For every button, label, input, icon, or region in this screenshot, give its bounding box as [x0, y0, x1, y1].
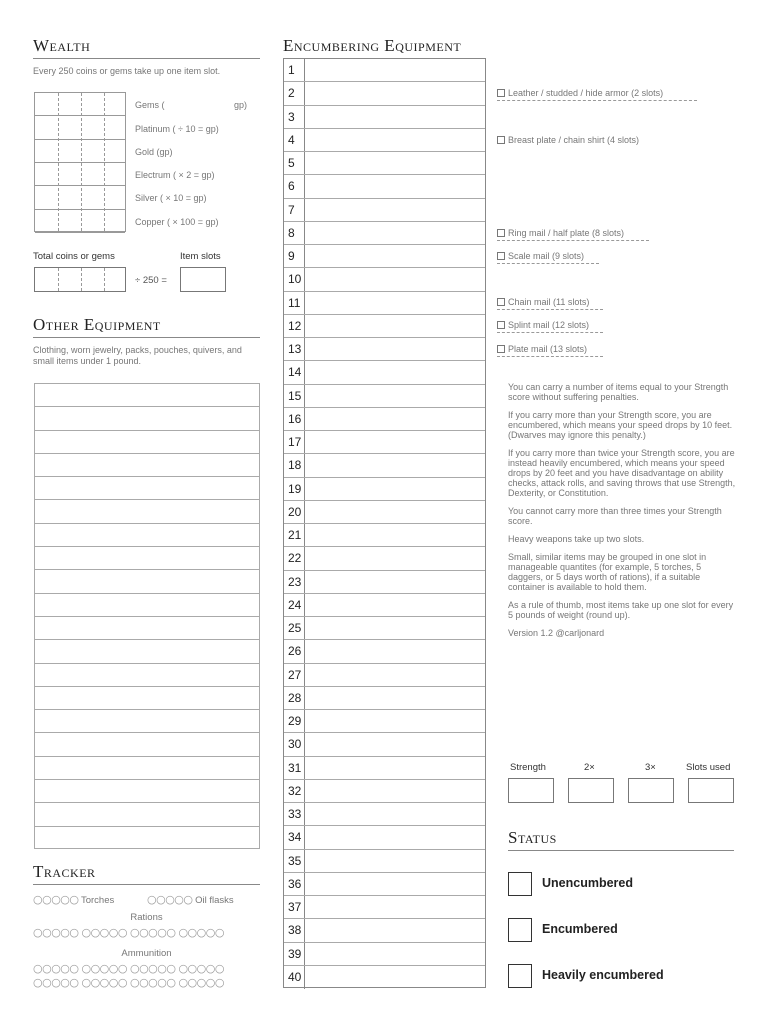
- row-number: 12: [284, 315, 305, 337]
- status-heading: Status: [508, 828, 734, 851]
- checkbox[interactable]: [497, 345, 505, 353]
- table-row[interactable]: [284, 59, 485, 82]
- row-number: 20: [284, 501, 305, 523]
- table-row[interactable]: [284, 338, 485, 361]
- heavily-encumbered-checkbox[interactable]: [508, 964, 532, 988]
- table-row[interactable]: [284, 454, 485, 477]
- armor-leather[interactable]: Leather / studded / hide armor (2 slots): [497, 88, 697, 101]
- item-cell[interactable]: [305, 82, 485, 104]
- total-coins-field[interactable]: [34, 267, 126, 292]
- item-cell[interactable]: [305, 966, 485, 989]
- armor-chain-mail[interactable]: Chain mail (11 slots): [497, 297, 603, 310]
- table-row[interactable]: [284, 943, 485, 966]
- item-cell[interactable]: [305, 385, 485, 407]
- slots-used-field[interactable]: [688, 778, 734, 803]
- coin-row-copper[interactable]: [35, 210, 125, 233]
- row-number: 31: [284, 757, 305, 779]
- table-row[interactable]: [284, 292, 485, 315]
- table-row[interactable]: [284, 617, 485, 640]
- row-number: 23: [284, 571, 305, 593]
- item-cell[interactable]: [305, 245, 485, 267]
- row-number: 33: [284, 803, 305, 825]
- table-row[interactable]: [284, 919, 485, 942]
- note: You cannot carry more than three times your Strength score.: [508, 506, 722, 526]
- oil-tracker[interactable]: [147, 893, 234, 906]
- item-cell[interactable]: [305, 292, 485, 314]
- item-cell[interactable]: [305, 943, 485, 965]
- item-cell[interactable]: [305, 268, 485, 290]
- row-number: 24: [284, 594, 305, 616]
- item-cell[interactable]: [305, 175, 485, 197]
- checkbox[interactable]: [497, 229, 505, 237]
- row-number: 7: [284, 199, 305, 221]
- coin-label-platinum: Platinum ( ÷ 10 = gp): [135, 124, 219, 134]
- item-cell[interactable]: [305, 129, 485, 151]
- item-slots-field[interactable]: [180, 267, 226, 292]
- checkbox[interactable]: [497, 321, 505, 329]
- row-number: 36: [284, 873, 305, 895]
- coin-row-platinum[interactable]: [35, 116, 125, 139]
- table-row[interactable]: [284, 245, 485, 268]
- item-cell[interactable]: [305, 757, 485, 779]
- row-number: 27: [284, 664, 305, 686]
- item-cell[interactable]: [305, 919, 485, 941]
- table-row[interactable]: [284, 315, 485, 338]
- item-cell[interactable]: [305, 361, 485, 383]
- row-number: 9: [284, 245, 305, 267]
- item-cell[interactable]: [305, 850, 485, 872]
- row-number: 1: [284, 59, 305, 81]
- list-item[interactable]: [35, 407, 259, 430]
- note: If you carry more than your Strength score, you are encumbered, which means your speed drops by 10 feet. (Dwarves may ignore this penalty.): [508, 410, 733, 440]
- triple-label: 3×: [645, 762, 656, 773]
- table-row[interactable]: [284, 175, 485, 198]
- table-row[interactable]: [284, 594, 485, 617]
- note: As a rule of thumb, most items take up one slot for every 5 pounds of weight (round up).: [508, 600, 734, 620]
- table-row[interactable]: [284, 222, 485, 245]
- coin-label-copper: Copper ( × 100 = gp): [135, 217, 219, 227]
- item-cell[interactable]: [305, 59, 485, 81]
- other-equipment-subtitle: Clothing, worn jewelry, packs, pouches, quivers, and small items under 1 pound.: [33, 345, 242, 366]
- item-cell[interactable]: [305, 454, 485, 476]
- item-cell[interactable]: [305, 408, 485, 430]
- oil-circles[interactable]: ○○○○○: [147, 893, 193, 906]
- item-cell[interactable]: [305, 547, 485, 569]
- item-cell[interactable]: [305, 594, 485, 616]
- item-cell[interactable]: [305, 780, 485, 802]
- item-cell[interactable]: [305, 524, 485, 546]
- row-number: 25: [284, 617, 305, 639]
- row-number: 5: [284, 152, 305, 174]
- table-row[interactable]: [284, 640, 485, 663]
- table-row[interactable]: [284, 385, 485, 408]
- oil-label: Oil flasks: [195, 895, 234, 906]
- checkbox[interactable]: [497, 89, 505, 97]
- table-row[interactable]: [284, 896, 485, 919]
- item-cell[interactable]: [305, 617, 485, 639]
- note: If you carry more than twice your Strength score, you are instead heavily encumbered, which means your speed drops by 20 feet and you have disadvantage on ability checks, attack rolls, and saving throws that use Strength, Dexterity, or Constitution.: [508, 448, 736, 498]
- list-item[interactable]: [35, 687, 259, 710]
- encumbered-checkbox[interactable]: [508, 918, 532, 942]
- list-item[interactable]: [35, 827, 259, 850]
- armor-scale-mail[interactable]: Scale mail (9 slots): [497, 251, 599, 264]
- checkbox[interactable]: [497, 298, 505, 306]
- item-cell[interactable]: [305, 664, 485, 686]
- table-row[interactable]: [284, 361, 485, 384]
- coin-row-gems[interactable]: [35, 93, 125, 116]
- item-cell[interactable]: [305, 733, 485, 755]
- item-cell[interactable]: [305, 826, 485, 848]
- tracker-heading: Tracker: [33, 862, 260, 885]
- table-row[interactable]: [284, 524, 485, 547]
- unencumbered-label: Unencumbered: [542, 876, 633, 890]
- table-row[interactable]: [284, 268, 485, 291]
- table-row[interactable]: [284, 199, 485, 222]
- list-item[interactable]: [35, 710, 259, 733]
- row-number: 17: [284, 431, 305, 453]
- ammunition-label: Ammunition: [121, 948, 172, 959]
- encumbered-label: Encumbered: [542, 922, 618, 936]
- row-number: 35: [284, 850, 305, 872]
- version-note: Version 1.2 @carljonard: [508, 628, 605, 638]
- coin-row-gold[interactable]: [35, 140, 125, 163]
- list-item[interactable]: [35, 431, 259, 454]
- row-number: 37: [284, 896, 305, 918]
- triple-strength-field[interactable]: [628, 778, 674, 803]
- row-number: 15: [284, 385, 305, 407]
- checkbox[interactable]: [497, 136, 505, 144]
- row-number: 13: [284, 338, 305, 360]
- list-item[interactable]: [35, 477, 259, 500]
- row-number: 29: [284, 710, 305, 732]
- item-cell[interactable]: [305, 501, 485, 523]
- list-item[interactable]: [35, 803, 259, 826]
- list-item[interactable]: [35, 617, 259, 640]
- unencumbered-checkbox[interactable]: [508, 872, 532, 896]
- table-row[interactable]: [284, 966, 485, 989]
- coin-label-gold: Gold (gp): [135, 147, 173, 157]
- list-item[interactable]: [35, 640, 259, 663]
- list-item[interactable]: [35, 780, 259, 803]
- row-number: 34: [284, 826, 305, 848]
- row-number: 6: [284, 175, 305, 197]
- table-row[interactable]: [284, 129, 485, 152]
- table-row[interactable]: [284, 733, 485, 756]
- other-equipment-heading: Other Equipment: [33, 315, 260, 338]
- row-number: 10: [284, 268, 305, 290]
- list-item[interactable]: [35, 384, 259, 407]
- coin-label-silver: Silver ( × 10 = gp): [135, 193, 207, 203]
- item-cell[interactable]: [305, 431, 485, 453]
- table-row[interactable]: [284, 478, 485, 501]
- item-cell[interactable]: [305, 199, 485, 221]
- table-row[interactable]: [284, 803, 485, 826]
- row-number: 28: [284, 687, 305, 709]
- table-row[interactable]: [284, 826, 485, 849]
- table-row[interactable]: [284, 687, 485, 710]
- list-item[interactable]: [35, 733, 259, 756]
- note: Small, similar items may be grouped in one slot in manageable quantites (for example, 5 torches, 5 daggers, or 5 days worth of rations), if a suitable container is available to hold them.: [508, 552, 707, 592]
- ammunition-circles-row-1[interactable]: ○○○○○ ○○○○○ ○○○○○ ○○○○○: [33, 962, 224, 975]
- table-row[interactable]: [284, 82, 485, 105]
- strength-label: Strength: [510, 762, 546, 773]
- wealth-heading: Wealth: [33, 36, 260, 59]
- row-number: 32: [284, 780, 305, 802]
- row-number: 39: [284, 943, 305, 965]
- row-number: 26: [284, 640, 305, 662]
- item-cell[interactable]: [305, 896, 485, 918]
- item-cell[interactable]: [305, 222, 485, 244]
- item-slots-label: Item slots: [180, 251, 221, 262]
- armor-splint-mail[interactable]: Splint mail (12 slots): [497, 320, 603, 333]
- coin-row-electrum[interactable]: [35, 163, 125, 186]
- table-row[interactable]: [284, 780, 485, 803]
- row-number: 3: [284, 106, 305, 128]
- item-cell[interactable]: [305, 478, 485, 500]
- table-row[interactable]: [284, 408, 485, 431]
- torches-label: Torches: [80, 895, 115, 906]
- rations-circles[interactable]: ○○○○○ ○○○○○ ○○○○○ ○○○○○: [33, 926, 224, 939]
- table-row[interactable]: [284, 152, 485, 175]
- rations-label: Rations: [130, 912, 163, 923]
- list-item[interactable]: [35, 570, 259, 593]
- list-item[interactable]: [35, 594, 259, 617]
- item-cell[interactable]: [305, 315, 485, 337]
- row-number: 38: [284, 919, 305, 941]
- table-row[interactable]: [284, 664, 485, 687]
- armor-breast-plate[interactable]: Breast plate / chain shirt (4 slots): [497, 135, 697, 147]
- row-number: 16: [284, 408, 305, 430]
- encumbering-table: [283, 58, 486, 988]
- row-number: 11: [284, 292, 305, 314]
- table-row[interactable]: [284, 501, 485, 524]
- other-equipment-list: [34, 383, 260, 849]
- coin-row-silver[interactable]: [35, 186, 125, 209]
- rules-notes: [508, 382, 736, 646]
- total-coins-label: Total coins or gems: [33, 251, 115, 262]
- item-cell[interactable]: [305, 152, 485, 174]
- item-cell[interactable]: [305, 873, 485, 895]
- item-cell[interactable]: [305, 338, 485, 360]
- item-cell[interactable]: [305, 710, 485, 732]
- table-row[interactable]: [284, 547, 485, 570]
- row-number: 21: [284, 524, 305, 546]
- list-item[interactable]: [35, 547, 259, 570]
- row-number: 30: [284, 733, 305, 755]
- item-cell[interactable]: [305, 106, 485, 128]
- coin-label-electrum: Electrum ( × 2 = gp): [135, 170, 215, 180]
- row-number: 2: [284, 82, 305, 104]
- note: Heavy weapons take up two slots.: [508, 534, 645, 544]
- item-cell[interactable]: [305, 687, 485, 709]
- divide-text: ÷ 250 =: [135, 275, 167, 286]
- table-row[interactable]: [284, 106, 485, 129]
- row-number: 19: [284, 478, 305, 500]
- row-number: 18: [284, 454, 305, 476]
- list-item[interactable]: [35, 524, 259, 547]
- heavily-encumbered-label: Heavily encumbered: [542, 968, 664, 982]
- list-item[interactable]: [35, 454, 259, 477]
- row-number: 8: [284, 222, 305, 244]
- table-row[interactable]: [284, 710, 485, 733]
- encumbering-heading: Encumbering Equipment: [283, 36, 462, 55]
- list-item[interactable]: [35, 757, 259, 780]
- row-number: 40: [284, 966, 305, 989]
- table-row[interactable]: [284, 873, 485, 896]
- strength-field[interactable]: [508, 778, 554, 803]
- item-cell[interactable]: [305, 803, 485, 825]
- table-row[interactable]: [284, 571, 485, 594]
- checkbox[interactable]: [497, 252, 505, 260]
- coin-grid: [34, 92, 126, 232]
- wealth-subtitle: Every 250 coins or gems take up one item slot.: [33, 66, 221, 76]
- row-number: 22: [284, 547, 305, 569]
- coin-label-gems: Gems ( gp): [135, 100, 247, 110]
- armor-plate-mail[interactable]: Plate mail (13 slots): [497, 344, 603, 357]
- torches-circles[interactable]: ○○○○○: [33, 893, 79, 906]
- ammunition-circles-row-2[interactable]: ○○○○○ ○○○○○ ○○○○○ ○○○○○: [33, 976, 224, 989]
- list-item[interactable]: [35, 500, 259, 523]
- table-row[interactable]: [284, 757, 485, 780]
- table-row[interactable]: [284, 431, 485, 454]
- armor-ring-mail[interactable]: Ring mail / half plate (8 slots): [497, 228, 649, 241]
- item-cell[interactable]: [305, 571, 485, 593]
- list-item[interactable]: [35, 664, 259, 687]
- row-number: 4: [284, 129, 305, 151]
- item-cell[interactable]: [305, 640, 485, 662]
- double-strength-field[interactable]: [568, 778, 614, 803]
- row-number: 14: [284, 361, 305, 383]
- table-row[interactable]: [284, 850, 485, 873]
- note: You can carry a number of items equal to your Strength score without suffering penalties.: [508, 382, 729, 402]
- double-label: 2×: [584, 762, 595, 773]
- slots-used-label: Slots used: [686, 762, 731, 773]
- torches-tracker[interactable]: [33, 893, 114, 906]
